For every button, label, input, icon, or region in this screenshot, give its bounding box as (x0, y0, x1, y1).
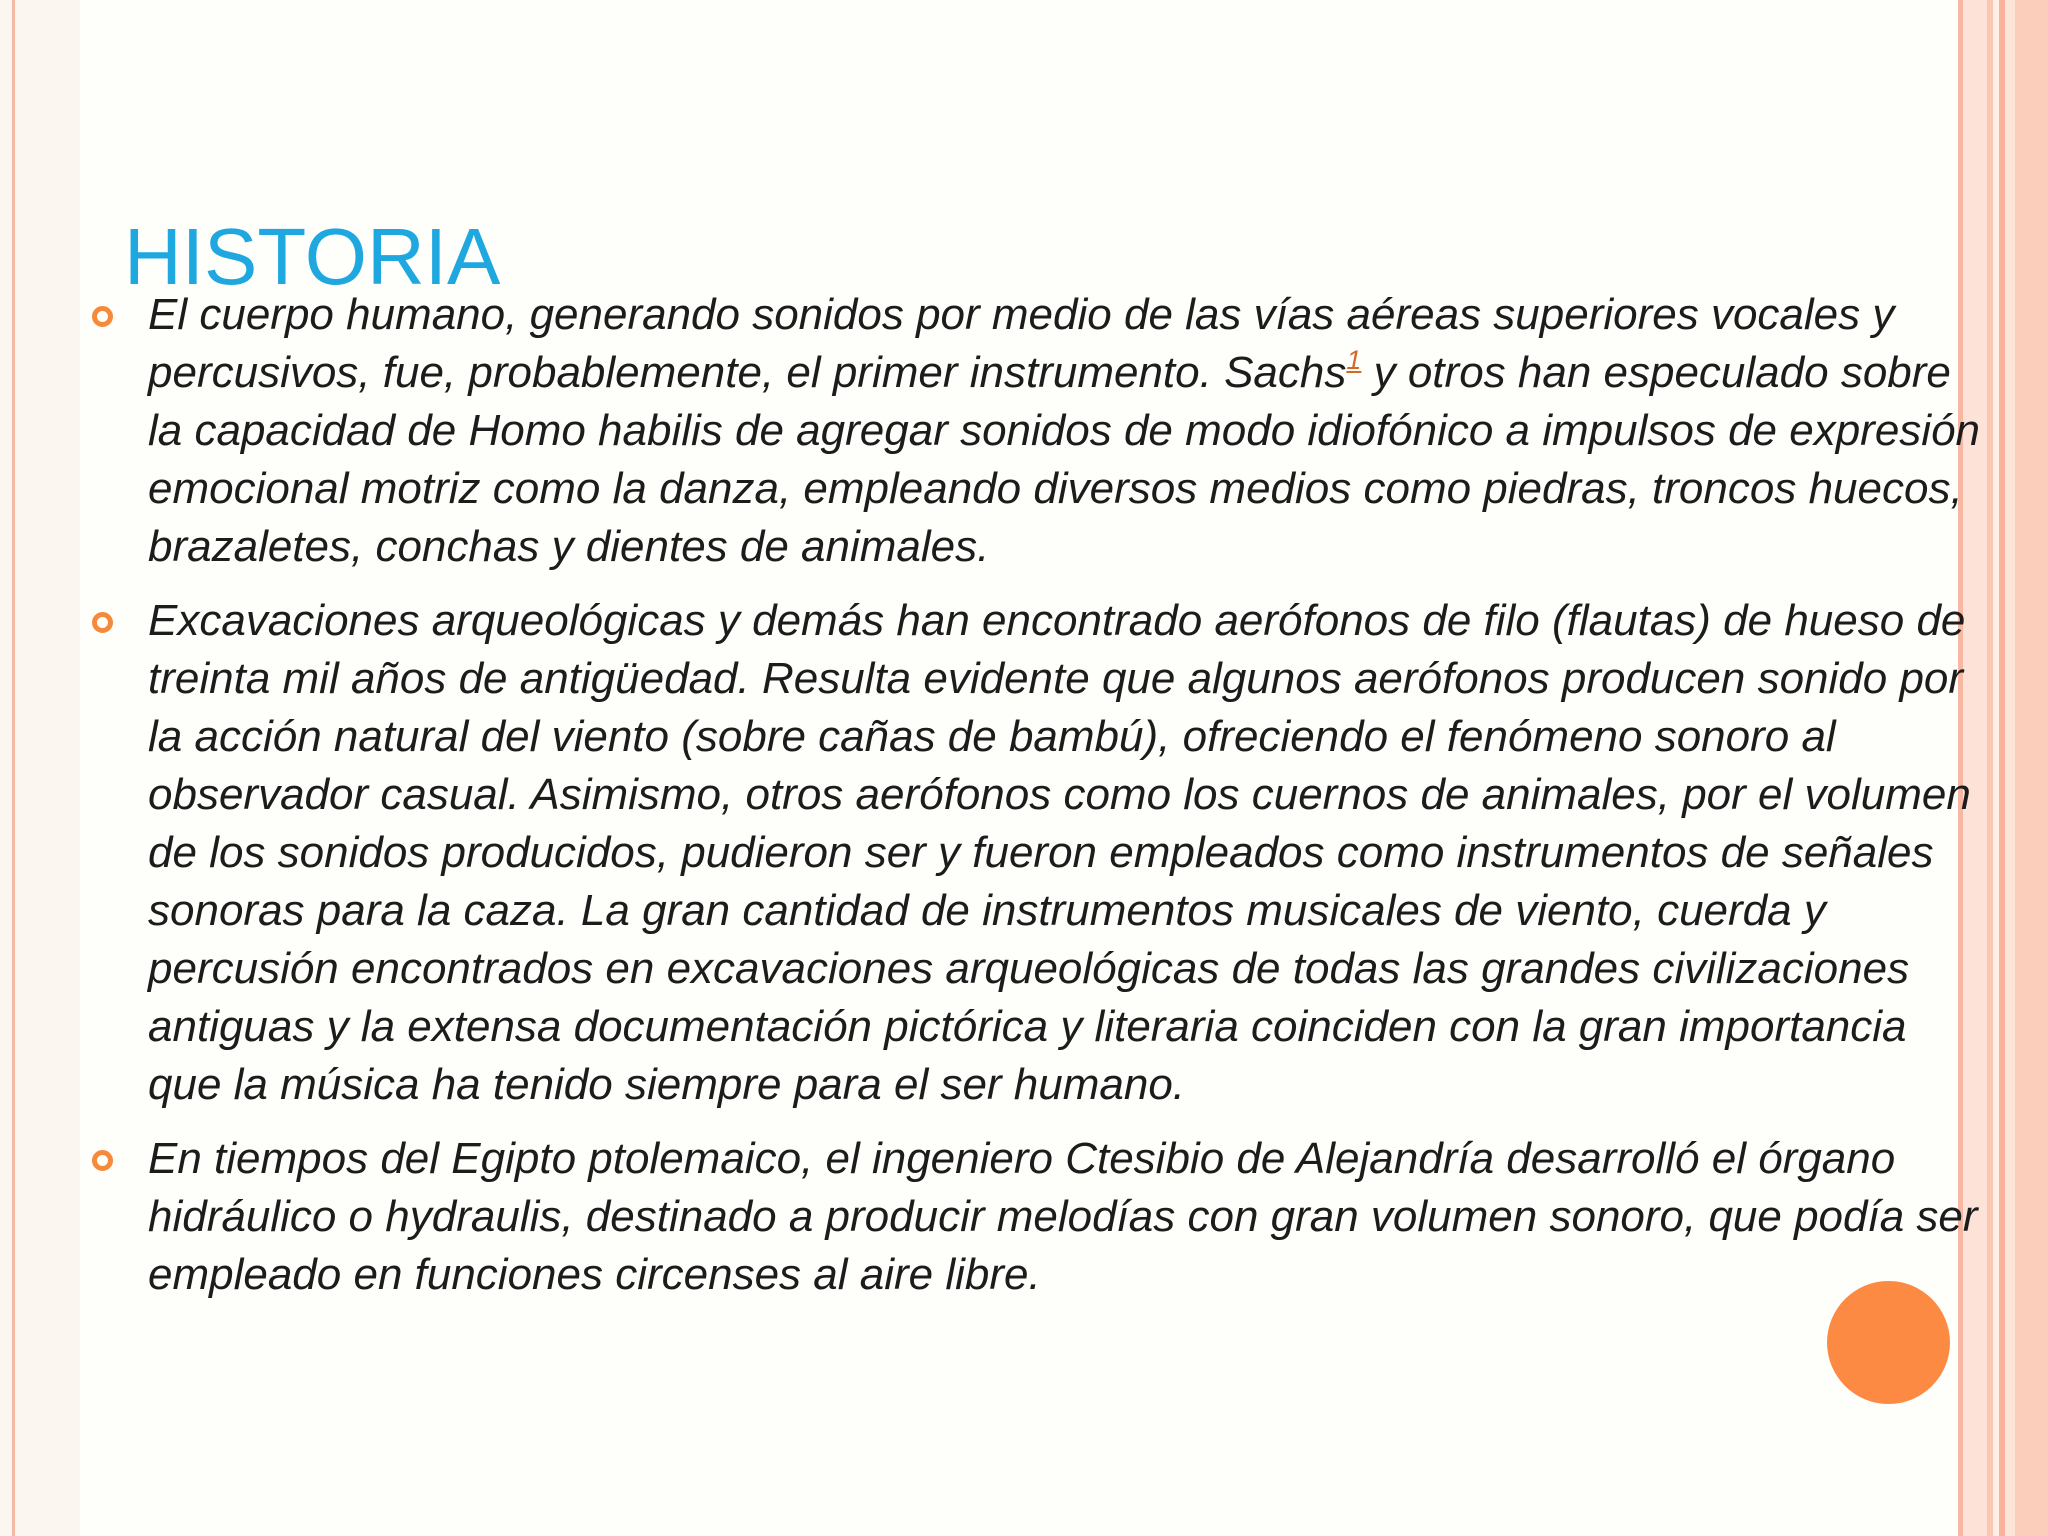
bullet-ring-icon (92, 306, 113, 327)
bullet-text: En tiempos del Egipto ptolemaico, el ingeniero Ctesibio de Alejandría desarrolló el órgano hidráulico o hydraulis, destinado a producir melodías con gran volumen sonoro, que podía ser empleado en funciones circenses al aire libre. (148, 1134, 1978, 1299)
right-stripe (2015, 0, 2048, 1536)
bullet-text: El cuerpo humano, generando sonidos por medio de las vías aéreas superiores vocales y percusivos, fue, probablemente, el primer instrumento. Sachs (148, 290, 1895, 397)
footnote-link[interactable]: 1 (1346, 345, 1362, 375)
bullet-ring-icon (92, 1150, 113, 1171)
right-stripe (2005, 0, 2015, 1536)
bullet-item (92, 1130, 1982, 1304)
bullet-text: y otros han especulado sobre la capacidad de Homo habilis de agregar sonidos de modo idiofónico a impulsos de expresión emocional motriz como la danza, empleando diversos medios como piedras, troncos huecos, brazaletes, conchas y dientes de animales. (148, 348, 1981, 571)
bullet-text: Excavaciones arqueológicas y demás han encontrado aerófonos de filo (flautas) de hueso de treinta mil años de antigüedad. Resulta evidente que algunos aerófonos producen sonido por la acción natural del viento (sobre cañas de bambú), ofreciendo el fenómeno sonoro al observador casual. Asimismo, otros aerófonos como los cuernos de animales, por el volumen de los sonidos producidos, pudieron ser y fueron empleados como instrumentos de señales sonoras para la caza. La gran cantidad de instrumentos musicales de viento, cuerda y percusión encontrados en excavaciones arqueológicas de todas las grandes civilizaciones antiguas y la extensa documentación pictórica y literaria coinciden con la gran importancia que la música ha tenido siempre para el ser humano. (148, 596, 1971, 1109)
slide-title: HISTORIA (124, 212, 501, 301)
left-border-line (12, 0, 15, 1536)
decorative-circle (1827, 1281, 1950, 1404)
bullet-list (92, 286, 1982, 1320)
bullet-item (92, 286, 1982, 576)
bullet-item (92, 592, 1982, 1114)
bullet-ring-icon (92, 612, 113, 633)
